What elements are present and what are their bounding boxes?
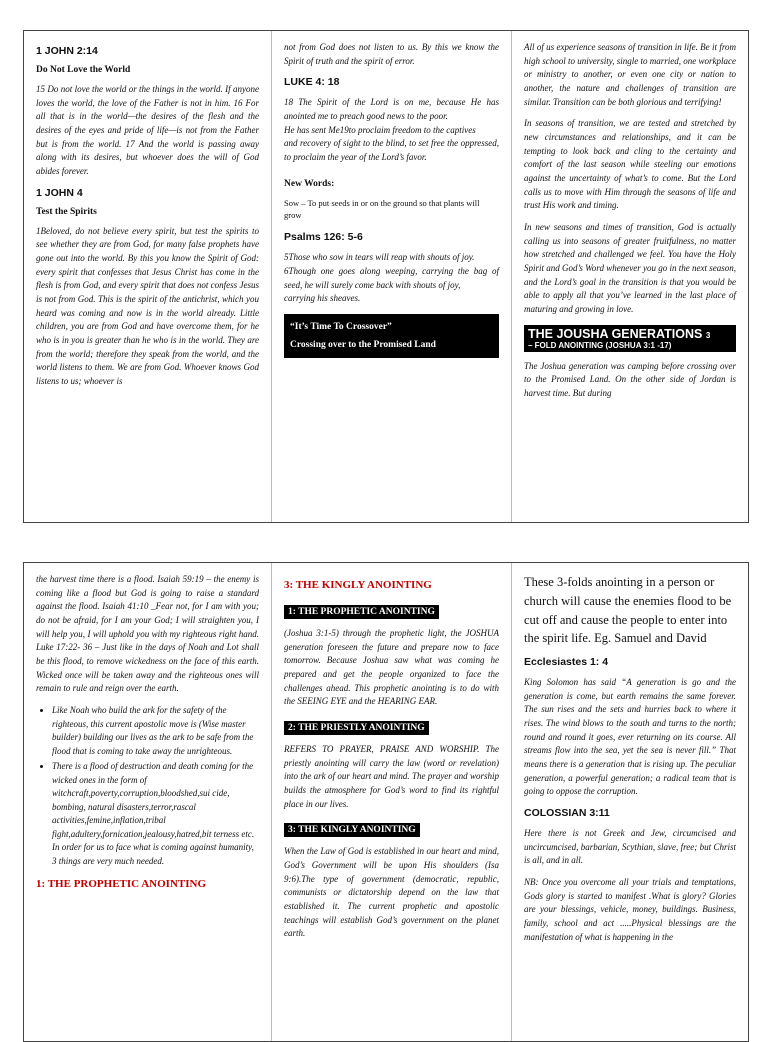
list-item: • There is a flood of destruction and death coming for the wicked ones in the form of witchcraft,poverty,corruption,bloodshed,sui cide, bombing, natural disasters,terror,rascal activities,femine,inflation,tribal fight,adultery,fornication,jealousy,hatred,bit terness etc. In order for us to face what is coming against humanity, 3 things are very much needed. — [52, 760, 259, 868]
body-paragraph: the harvest time there is a flood. Isaiah 59:19 – the enemy is coming like a flood but God is going to raise a standard against the flood. Isaiah 41:10 _Fear not, for I am with you; do not be afraid, for I am your God; I will straighten you, I will help you, I will uphold you with my righteous right hand. Luke 17:22- 36 – Just like in the days of Noah and Lot shall be this flood, to remove wickedness on the face of this earth. Wicked once will be taken away and the righteous ones will remain to rule and reign over the earth. — [36, 574, 259, 694]
page-two-column-one — [24, 563, 272, 1041]
body-paragraph: REFERS TO PRAYER, PRAISE AND WORSHIP. The priestly anointing will carry the law (word or revelation) into the ark of our heart and mind. The prayer and worship builds the atmosphere for God’s word to find its rightful place in our lives. — [284, 744, 499, 809]
page-one-column-one — [24, 31, 272, 522]
kingly-anointing-heading: 3: THE KINGLY ANOINTING — [284, 579, 432, 591]
list-item: • Like Noah who build the ark for the safety of the righteous, this current apostolic move is (Wise master builder) building our lives as the ark to be safe from the flood that is coming to take away the unrighteous. — [52, 704, 259, 758]
scripture-paragraph: carrying his sheaves. — [284, 293, 361, 304]
page-one-column-three — [512, 31, 748, 522]
section-bar: 1: THE PROPHETIC ANOINTING — [284, 605, 439, 619]
page-one-column-two — [272, 31, 512, 522]
body-paragraph: In new seasons and times of transition, God is actually calling us into seasons of greater fruitfulness, no matter how stretched and challenged we feel. You have the Holy Spirit and God’s Word whenever you go in the next season, and the Lord’s goal in the transition is that you would be able to apply all that you’ve learned in the last place of maturing and growing in love. — [524, 222, 736, 315]
generations-number: 3 — [705, 330, 711, 340]
section-heading: Test the Spirits — [36, 206, 97, 217]
scripture-reference: Psalms 126: 5-6 — [284, 231, 363, 244]
page-one — [23, 30, 749, 523]
body-paragraph: King Solomon has said “A generation is go and the generation is come, but earth remains the same forever. The sun rises and the sets and hurries back to where it rises. The wind blows to the south and turns to the north; round and round it goes, ever returning on its course. All streams flow into the sea, yet the sea is never fill.” That means there is a generation that is rising up. The peculiar generation, a powerful generation; a radical team that is going to oppose the corruption. — [524, 677, 736, 797]
scripture-reference: 1 JOHN 2:14 — [36, 45, 98, 57]
scripture-paragraph: and recovery of sight to the blind, to set free the oppressed, to proclaim the year of the Lord’s favor. — [284, 138, 499, 163]
body-paragraph: NB: Once you overcome all your trials and temptations, Gods glory is started to manifest .What is glory? Glories are your blessings, vehicle, money, buildings. Business, family, school and act .....Physical blessings are the manifestation of what is happening in the — [524, 877, 736, 942]
page-two-column-three — [512, 563, 748, 1041]
body-paragraph: (Joshua 3:1-5) through the prophetic light, the JOSHUA generation foreseen the future and prepare now to face tomorrow. Because Joshua saw what was coming he prepared and get the people organized to face the challenges ahead. This prophetic anointing is to do with the SEEING EYE and the HEARING EAR. — [284, 628, 499, 707]
scripture-paragraph: 1Beloved, do not believe every spirit, but test the spirits to see whether they are from God, for many false prophets have gone out into the world. By this you know the Spirit of God: every spirit that confesses that Jesus Christ has come in the flesh is from God, and every spirit that does not confess Jesus is not from God. This is the spirit of the antichrist, which you heard was coming and now is in the world already. Little children, you are from God and have overcome them, for he who is in you is greater than he who is in the world. They are from the world; therefore they speak from the world, and the world listens to them. We are from God. Whoever knows God listens to us; whoever is — [36, 225, 259, 387]
word-definition: Sow – To put seeds in or on the ground so that plants will grow — [284, 197, 480, 221]
banner-subtitle: Crossing over to the Promised Land — [290, 340, 436, 351]
generations-subtitle: – FOLD ANOINTING (JOSHUA 3:1 -17) — [528, 340, 672, 350]
body-paragraph: When the Law of God is established in our heart and mind, God’s Government will be upon His shoulders (Isa 9:6).The type of government (democratic, republic, communists or dictatorship depend on the law that established it. The current prophetic and apostolic teachings will establish God’s government on the planet earth. — [284, 846, 499, 939]
bullet-list — [36, 704, 259, 868]
body-paragraph: All of us experience seasons of transition in life. Be it from high school to university, single to married, one workplace or ministry to another, or even one city or nation to another, the nature and challenges of transition are similar. Transition can be both glorious and terrifying! — [524, 42, 736, 107]
scripture-paragraph: 6Though one goes along weeping, carrying the bag of seed, he will surely come back with shouts of joy, — [284, 266, 499, 290]
page-two — [23, 562, 749, 1042]
scripture-reference: 1 JOHN 4 — [36, 186, 83, 199]
body-paragraph: In seasons of transition, we are tested and stretched by new circumstances and relationships, and it can be tempting to look back and cling to the certainty and comfort of the last season while steeling our emotions against the uncertainty of what’s to come. But the Lord calls us to move with Him through the seasons of life and trust His work and timing. — [524, 118, 736, 211]
crossover-banner — [284, 314, 499, 358]
scripture-reference: COLOSSIAN 3:11 — [524, 807, 610, 820]
new-words-heading: New Words: — [284, 178, 335, 189]
section-bar: 2: THE PRIESTLY ANOINTING — [284, 721, 429, 735]
intro-paragraph: These 3-folds anointing in a person or church will cause the enemies flood to be cut off and cause the people to enter into the spirit life. Eg. Samuel and David — [524, 575, 732, 646]
page-two-column-two — [272, 563, 512, 1041]
prophetic-anointing-heading: 1: THE PROPHETIC ANOINTING — [36, 878, 207, 891]
banner-title: “It’s Time To Crossover” — [290, 322, 392, 333]
section-heading: Do Not Love the World — [36, 65, 131, 75]
scripture-reference: LUKE 4: 18 — [284, 76, 340, 89]
section-bar: 3: THE KINGLY ANOINTING — [284, 823, 420, 837]
generations-heading — [524, 325, 736, 352]
generations-title: THE JOUSHA GENERATIONS — [528, 326, 703, 341]
scripture-paragraph: not from God does not listen to us. By this we know the Spirit of truth and the spirit of error. — [284, 42, 499, 66]
scripture-paragraph: 18 The Spirit of the Lord is on me, because He has anointed me to preach good news to the poor. — [284, 97, 499, 122]
body-paragraph: Here there is not Greek and Jew, circumcised and uncircumcised, barbarian, Scythian, slave, free; but Christ is all, and in all. — [524, 828, 736, 866]
scripture-paragraph: 5Those who sow in tears will reap with shouts of joy. — [284, 252, 475, 263]
scripture-paragraph: 15 Do not love the world or the things in the world. If anyone loves the world, the love of the Father is not in him. 16 For all that is in the world—the desires of the flesh and the desires of the eyes and pride of life—is not from the Father but is from the world. 17 And the world is passing away along with its desires, but whoever does the will of God abides forever. — [36, 84, 259, 177]
scripture-reference: Ecclesiastes 1: 4 — [524, 656, 609, 668]
body-paragraph: The Joshua generation was camping before crossing over to the Promised Land. On the other side of Jordan is harvest time. But during — [524, 360, 736, 399]
scripture-paragraph: He has sent Me19to proclaim freedom to the captives — [284, 124, 476, 135]
